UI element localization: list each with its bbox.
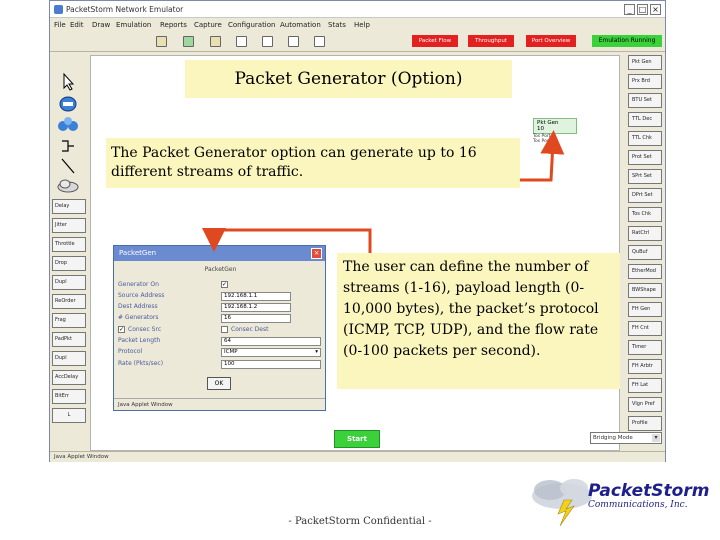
menu-file[interactable]: File [54, 21, 66, 29]
menu-draw[interactable]: Draw [92, 21, 111, 29]
right-button-vlgn-pref[interactable]: Vlgn Pref [628, 397, 662, 412]
right-button-pkt-gen[interactable]: Pkt Gen [628, 55, 662, 70]
window-title: PacketStorm Network Emulator [66, 5, 184, 14]
node-port-label: Tos Port 1 [533, 134, 555, 139]
right-button-profile[interactable]: Profile [628, 416, 662, 431]
left-button-throttle[interactable]: Throttle [52, 237, 86, 252]
dest-address-field[interactable]: 192.168.1.2 [221, 303, 291, 312]
right-button-sprt-set[interactable]: SPrt Set [628, 169, 662, 184]
confidential-footer: - PacketStorm Confidential - [288, 516, 432, 527]
left-button-biterr[interactable]: BitErr [52, 389, 86, 404]
right-button-dprt-set[interactable]: DPrt Set [628, 188, 662, 203]
chevron-down-icon: ▾ [315, 349, 318, 355]
node-port-label: Tos Port 2 [533, 139, 555, 144]
dialog-ok-button[interactable]: OK [207, 377, 231, 390]
menu-reports[interactable]: Reports [160, 21, 187, 29]
generator-on-checkbox[interactable]: ✓ [222, 281, 228, 288]
status-bar: Java Applet Window [50, 451, 665, 462]
rate-field[interactable]: 100 [221, 360, 321, 369]
dialog-title: PacketGen [119, 249, 157, 257]
dialog-footer: Java Applet Window [114, 398, 325, 411]
packet-flow-button[interactable]: Packet Flow [412, 35, 458, 47]
left-button-dupl[interactable]: Dupl [52, 275, 86, 290]
dest-address-label: Dest Address [118, 303, 158, 310]
right-button-ratctrl[interactable]: RatCtrl [628, 226, 662, 241]
maximize-icon[interactable]: □ [638, 5, 647, 14]
right-button-ethermod[interactable]: EtherMod [628, 264, 662, 279]
menu-stats[interactable]: Stats [328, 21, 346, 29]
start-button[interactable]: Start [334, 430, 380, 448]
left-button-jitter[interactable]: Jitter [52, 218, 86, 233]
generators-label: # Generators [118, 314, 159, 321]
callout-streams: The Packet Generator option can generate up to 16 different streams of traffic. [106, 138, 520, 188]
menu-help[interactable]: Help [354, 21, 370, 29]
right-button-fh-lat[interactable]: FH Lat [628, 378, 662, 393]
right-button-ttl-chk[interactable]: TTL Chk [628, 131, 662, 146]
source-address-field[interactable]: 192.168.1.1 [221, 292, 291, 301]
close-icon[interactable]: × [650, 4, 661, 15]
menu-capture[interactable]: Capture [194, 21, 222, 29]
right-button-btu-set[interactable]: BTU Set [628, 93, 662, 108]
slide-title: Packet Generator (Option) [185, 60, 512, 98]
dialog-close-icon[interactable]: × [311, 248, 322, 259]
left-button-frag[interactable]: Frag [52, 313, 86, 328]
arrow-to-dialog [214, 230, 370, 253]
chevron-down-icon: ▾ [652, 434, 660, 442]
emulation-running-indicator: Emulation Running [592, 35, 662, 47]
packet-length-label: Packet Length [118, 337, 161, 344]
right-button-qubuf[interactable]: QuBuf [628, 245, 662, 260]
menu-configuration[interactable]: Configuration [228, 21, 276, 29]
arrow-to-pkt-gen [520, 142, 553, 180]
left-button-drop[interactable]: Drop [52, 256, 86, 271]
right-button-fh-cnt[interactable]: FH Cnt [628, 321, 662, 336]
protocol-select-value: ICMP [224, 349, 238, 355]
right-button-tos-chk[interactable]: Tos Chk [628, 207, 662, 222]
left-button-l[interactable]: L [52, 408, 86, 423]
protocol-label: Protocol [118, 348, 143, 355]
left-button-reorder[interactable]: ReOrder [52, 294, 86, 309]
generators-field[interactable]: 16 [221, 314, 291, 323]
left-button-accdelay[interactable]: AccDelay [52, 370, 86, 385]
minimize-icon[interactable]: _ [624, 4, 635, 15]
rate-label: Rate (Pkts/sec) [118, 360, 164, 367]
right-button-prot-set[interactable]: Prot Set [628, 150, 662, 165]
packet-length-field[interactable]: 64 [221, 337, 321, 346]
generator-on-label: Generator On [118, 281, 159, 288]
pkt-gen-node-title: Pkt Gen [537, 120, 559, 126]
right-button-ttl-dec[interactable]: TTL Dec [628, 112, 662, 127]
logo-name: PacketStorm [588, 481, 710, 501]
right-button-fh-gen[interactable]: FH Gen [628, 302, 662, 317]
source-address-label: Source Address [118, 292, 165, 299]
port-overview-button[interactable]: Port Overview [526, 35, 576, 47]
left-button-padpkt[interactable]: PadPkt [52, 332, 86, 347]
right-button-prx-brd[interactable]: Prx Brd [628, 74, 662, 89]
menu-automation[interactable]: Automation [280, 21, 321, 29]
right-button-timer[interactable]: Timer [628, 340, 662, 355]
menu-emulation[interactable]: Emulation [116, 21, 152, 29]
menu-edit[interactable]: Edit [70, 21, 84, 29]
consec-dest-label: Consec Dest [231, 326, 269, 333]
consec-src-checkbox[interactable]: ✓ [119, 326, 125, 333]
right-button-bwshape[interactable]: BWShape [628, 283, 662, 298]
left-button-delay[interactable]: Delay [52, 199, 86, 214]
right-button-fh-arbtr[interactable]: FH Arbtr [628, 359, 662, 374]
callout-options: The user can define the number of streams (1-16), payload length (0-10,000 bytes), the packet’s protocol (ICMP, TCP, UDP), and the flow rate (0-100 packets per second). [337, 253, 620, 389]
consec-src-label: Consec Src [128, 326, 162, 333]
left-button-dupl-2[interactable]: Dupl [52, 351, 86, 366]
logo-subtitle: Communications, Inc. [588, 500, 688, 510]
dialog-panel-title: PacketGen [204, 266, 237, 273]
mode-select-value: Bridging Mode [593, 435, 633, 441]
throughput-button[interactable]: Throughput [468, 35, 514, 47]
pkt-gen-node-id: 10 [537, 126, 544, 132]
